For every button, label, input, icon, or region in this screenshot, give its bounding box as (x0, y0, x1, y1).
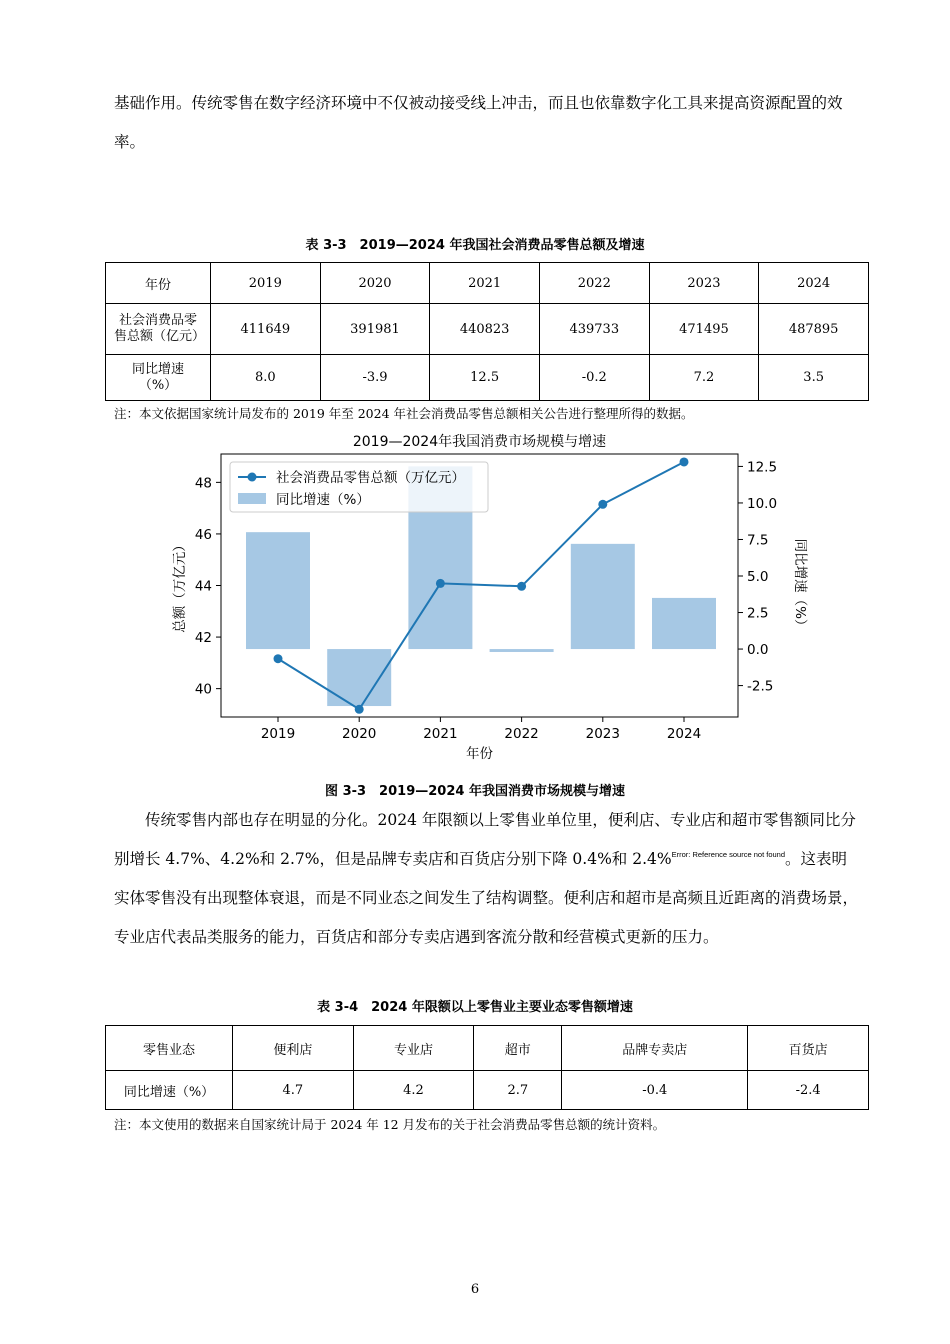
year-cell: 2020 (320, 263, 430, 304)
table-3-4-growth-row (106, 1071, 869, 1110)
table-header-cell: 年份 (106, 263, 211, 304)
value-cell: -3.9 (320, 355, 430, 401)
table-3-3-total-row (106, 304, 869, 355)
left-tick-label: 42 (194, 630, 212, 647)
x-axis-label: 年份 (466, 746, 493, 762)
left-tick-label: 48 (194, 475, 212, 492)
x-tick-label: 2020 (342, 726, 377, 742)
row-label: 同比增速（%） (106, 355, 211, 401)
right-tick-label: -2.5 (747, 678, 774, 695)
total-sales-point (274, 654, 283, 663)
table-header-cell: 零售业态 (106, 1026, 233, 1071)
legend-bar-label: 同比增速（%） (276, 492, 370, 508)
total-sales-point (680, 457, 689, 466)
chart-title: 2019—2024年我国消费市场规模与增速 (352, 434, 607, 450)
year-cell: 2024 (759, 263, 869, 304)
paragraph-2-text-before: 传统零售内部也存在明显的分化。2024 年限额以上零售业单位里，便利店、专业店和超市零售额同比分别增长 4.7%、4.2%和 2.7%，但是品牌专卖店和百货店分别下降 0.4%和 2.4% (114, 811, 856, 868)
growth-bar (571, 544, 635, 649)
paragraph-2-text-after: 。这表明实体零售没有出现整体衰退，而是不同业态之间发生了结构调整。便利店和超市是高频且近距离的消费场景，专业店代表品类服务的能力，百货店和部分专卖店遇到客流分散和经营模式更新的压力。 (114, 850, 859, 946)
value-cell: 487895 (759, 304, 869, 355)
value-cell: 471495 (649, 304, 759, 355)
right-tick-label: 10.0 (747, 495, 778, 512)
x-tick-label: 2021 (423, 726, 458, 742)
format-cell: 品牌专卖店 (562, 1026, 748, 1071)
year-cell: 2021 (430, 263, 540, 304)
consumption-chart (160, 425, 808, 770)
table-3-3 (105, 262, 869, 401)
value-cell: 2.7 (474, 1071, 562, 1110)
format-cell: 专业店 (353, 1026, 474, 1071)
paragraph-1: 基础作用。传统零售在数字经济环境中不仅被动接受线上冲击，而且也依靠数字化工具来提高资源配置的效率。 (114, 94, 843, 151)
left-tick-label: 44 (194, 578, 212, 595)
total-sales-point (598, 500, 607, 509)
left-tick-label: 40 (194, 681, 212, 698)
right-tick-label: 5.0 (747, 569, 769, 586)
legend-line-marker (248, 473, 257, 482)
value-cell: 7.2 (649, 355, 759, 401)
right-tick-label: 12.5 (747, 459, 778, 476)
growth-bar (490, 649, 554, 652)
x-tick-label: 2019 (260, 726, 296, 742)
total-sales-point (517, 582, 526, 591)
legend-bar-swatch (238, 493, 266, 504)
table-3-4-caption: 表 3-4 2024 年限额以上零售业主要业态零售额增速 (317, 1000, 633, 1015)
table-3-4-header-row (106, 1026, 869, 1071)
format-cell: 便利店 (233, 1026, 354, 1071)
paragraph-2 (114, 801, 860, 957)
x-tick-label: 2024 (666, 726, 702, 742)
year-cell: 2019 (211, 263, 321, 304)
table-3-3-caption: 表 3-3 2019—2024 年我国社会消费品零售总额及增速 (305, 238, 645, 253)
value-cell: 440823 (430, 304, 540, 355)
value-cell: -2.4 (748, 1071, 869, 1110)
format-cell: 超市 (474, 1026, 562, 1071)
value-cell: 12.5 (430, 355, 540, 401)
year-cell: 2023 (649, 263, 759, 304)
table-3-4-note: 注：本文使用的数据来自国家统计局于 2024 年 12 月发布的关于社会消费品零售总额的统计资料。 (114, 1117, 666, 1132)
value-cell: 8.0 (211, 355, 321, 401)
growth-bar (652, 598, 716, 649)
table-3-3-header-row (106, 263, 869, 304)
value-cell: 411649 (211, 304, 321, 355)
legend-line-label: 社会消费品零售总额（万亿元） (276, 470, 465, 486)
value-cell: -0.4 (562, 1071, 748, 1110)
growth-bar (246, 532, 310, 649)
right-axis-label: 同比增速（%） (792, 538, 808, 633)
table-3-3-note: 注：本文依据国家统计局发布的 2019 年至 2024 年社会消费品零售总额相关公告进行整理所得的数据。 (114, 406, 694, 421)
value-cell: 3.5 (759, 355, 869, 401)
left-tick-label: 46 (194, 526, 212, 543)
x-tick-label: 2022 (504, 726, 539, 742)
right-tick-label: 2.5 (747, 605, 769, 622)
table-3-3-growth-row (106, 355, 869, 401)
row-label: 同比增速（%） (106, 1071, 233, 1110)
value-cell: 391981 (320, 304, 430, 355)
left-axis-label: 总额（万亿元） (172, 538, 188, 633)
table-3-4 (105, 1025, 869, 1110)
page-number: 6 (470, 1282, 480, 1297)
value-cell: 4.2 (353, 1071, 474, 1110)
format-cell: 百货店 (748, 1026, 869, 1071)
right-tick-label: 0.0 (747, 642, 769, 659)
total-sales-point (436, 579, 445, 588)
value-cell: 4.7 (233, 1071, 354, 1110)
growth-bar (327, 649, 391, 706)
row-label: 社会消费品零售总额（亿元） (106, 304, 211, 355)
right-tick-label: 7.5 (747, 532, 769, 549)
value-cell: 439733 (539, 304, 649, 355)
total-sales-point (355, 705, 364, 714)
year-cell: 2022 (539, 263, 649, 304)
x-tick-label: 2023 (585, 726, 620, 742)
reference-error-text: Error: Reference source not found (671, 850, 786, 859)
figure-3-3-caption: 图 3-3 2019—2024 年我国消费市场规模与增速 (325, 784, 625, 799)
value-cell: -0.2 (539, 355, 649, 401)
